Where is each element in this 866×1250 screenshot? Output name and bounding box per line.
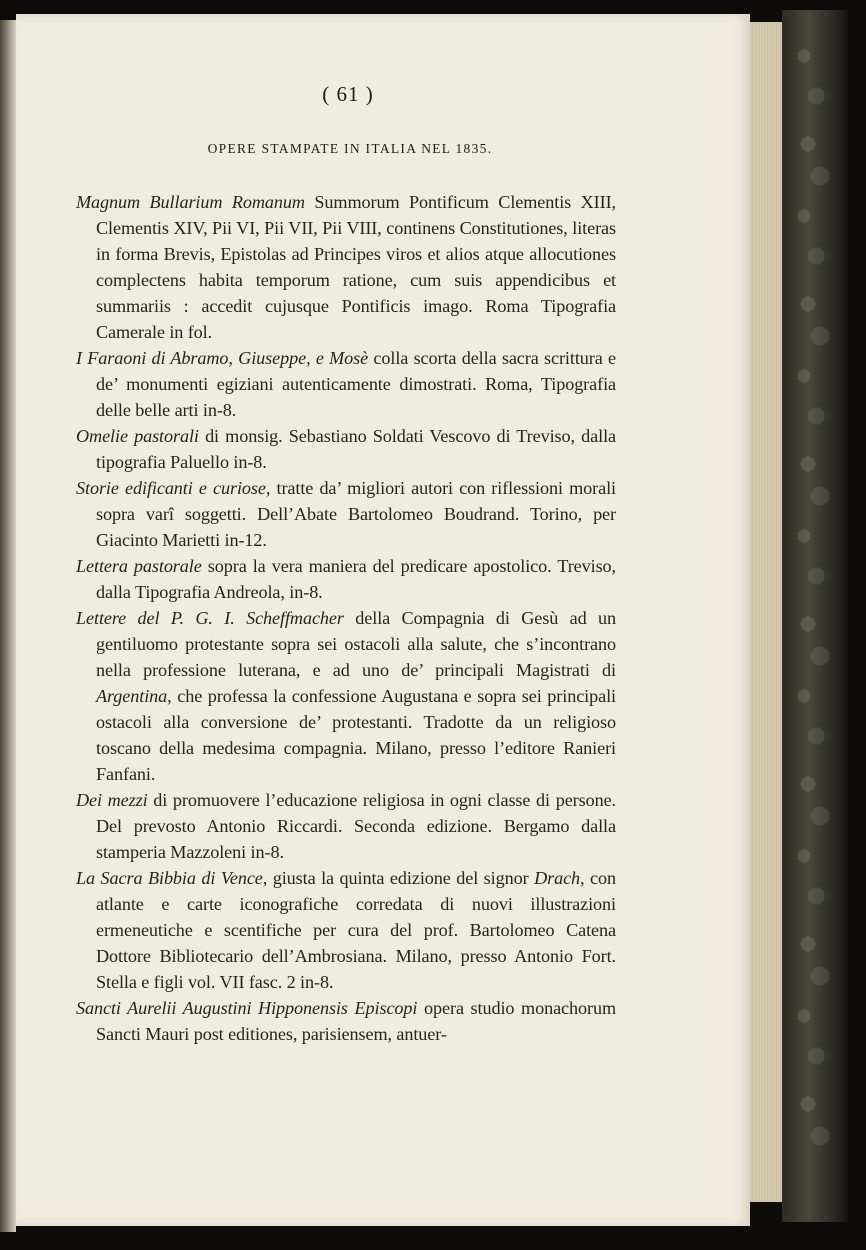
entry-text: opera studio monachorum Sancti Mauri post editiones, parisiensem, antuer- [96, 998, 617, 1044]
page-number: ( 61 ) [322, 82, 374, 106]
bibliography-entry [76, 345, 616, 423]
left-page-edge [0, 20, 16, 1232]
entry-text: della Compagnia di Gesù ad un gentiluomo protestante sopra sei ostacoli alla salute, che s’incontrano nella professione luterana, e ad uno de’ principali Magistrati di [96, 608, 616, 680]
bibliography-entry [76, 995, 616, 1047]
bibliography-entry [76, 865, 616, 995]
entry-title: Omelie pastorali [76, 426, 199, 446]
bibliography-entry [76, 189, 616, 345]
entry-title: I Faraoni di Abramo, Giuseppe, e Mosè [76, 348, 369, 368]
entry-text: Summorum Pontificum Clementis XIII, Clementis XIV, Pii VI, Pii VII, Pii VIII, continens Constitutiones, literas in forma Brevis, Epistolas ad Principes viros et alios atque allocutiones complectens habita temporum ratione, cum suis appendicibus et summariis : accedit cujusque Pontificis imago. Roma Tipografia Camerale in fol. [96, 192, 616, 342]
marbled-cover-pattern [792, 40, 832, 1160]
bibliography-entry [76, 787, 616, 865]
entry-text-continued: che professa la confessione Augustana e sopra sei principali ostacoli alla conversione de’ protestanti. Tradotte da un religioso toscano della medesima compagnia. Milano, presso l’editore Ranieri Fanfani. [96, 686, 616, 784]
entry-title: Lettera pastorale [76, 556, 202, 576]
bibliography-entry [76, 605, 616, 787]
entry-title: Sancti Aurelii Augustini Hipponensis Episcopi [76, 998, 418, 1018]
entry-editor-name: Drach, [534, 868, 585, 888]
bibliography-entry [76, 423, 616, 475]
entry-text: giusta la quinta edizione del signor [267, 868, 535, 888]
entry-place-name: Argentina, [96, 686, 172, 706]
entry-text-continued: con atlante e carte iconografiche corredata di nuovi illustrazioni ermeneutiche e scentifiche per cura del prof. Bartolomeo Catena Dottore Bibliotecario dell’Ambrosiana. Milano, presso Antonio Fort. Stella e figli vol. VII fasc. 2 in-8. [96, 868, 616, 992]
bibliography-entry [76, 553, 616, 605]
entry-title: Magnum Bullarium Romanum [76, 192, 305, 212]
entry-title: Storie edificanti e curiose, [76, 478, 271, 498]
bibliography-list [76, 189, 616, 1047]
entry-text: tratte da’ migliori autori con riflessioni morali sopra varî soggetti. Dell’Abate Bartolomeo Boudrand. Torino, per Giacinto Marietti in-12. [96, 478, 616, 550]
entry-text: sopra la vera maniera del predicare apostolico. Treviso, dalla Tipografia Andreola, in-8. [96, 556, 616, 602]
entry-title: Dei mezzi [76, 790, 148, 810]
page-edges [750, 22, 782, 1202]
entry-text: di promuovere l’educazione religiosa in ogni classe di persone. Del prevosto Antonio Riccardi. Seconda edizione. Bergamo dalla stamperia Mazzoleni in-8. [96, 790, 617, 862]
bibliography-entry [76, 475, 616, 553]
entry-text: colla scorta della sacra scrittura e de’ monumenti egiziani autenticamente dimostrati. Roma, Tipografia delle belle arti in-8. [96, 348, 616, 420]
entry-title: Lettere del P. G. I. Scheffmacher [76, 608, 344, 628]
entry-text: di monsig. Sebastiano Soldati Vescovo di Treviso, dalla tipografia Paluello in-8. [96, 426, 616, 472]
entry-title: La Sacra Bibbia di Vence, [76, 868, 268, 888]
page-heading: OPERE STAMPATE IN ITALIA NEL 1835. [207, 141, 493, 156]
